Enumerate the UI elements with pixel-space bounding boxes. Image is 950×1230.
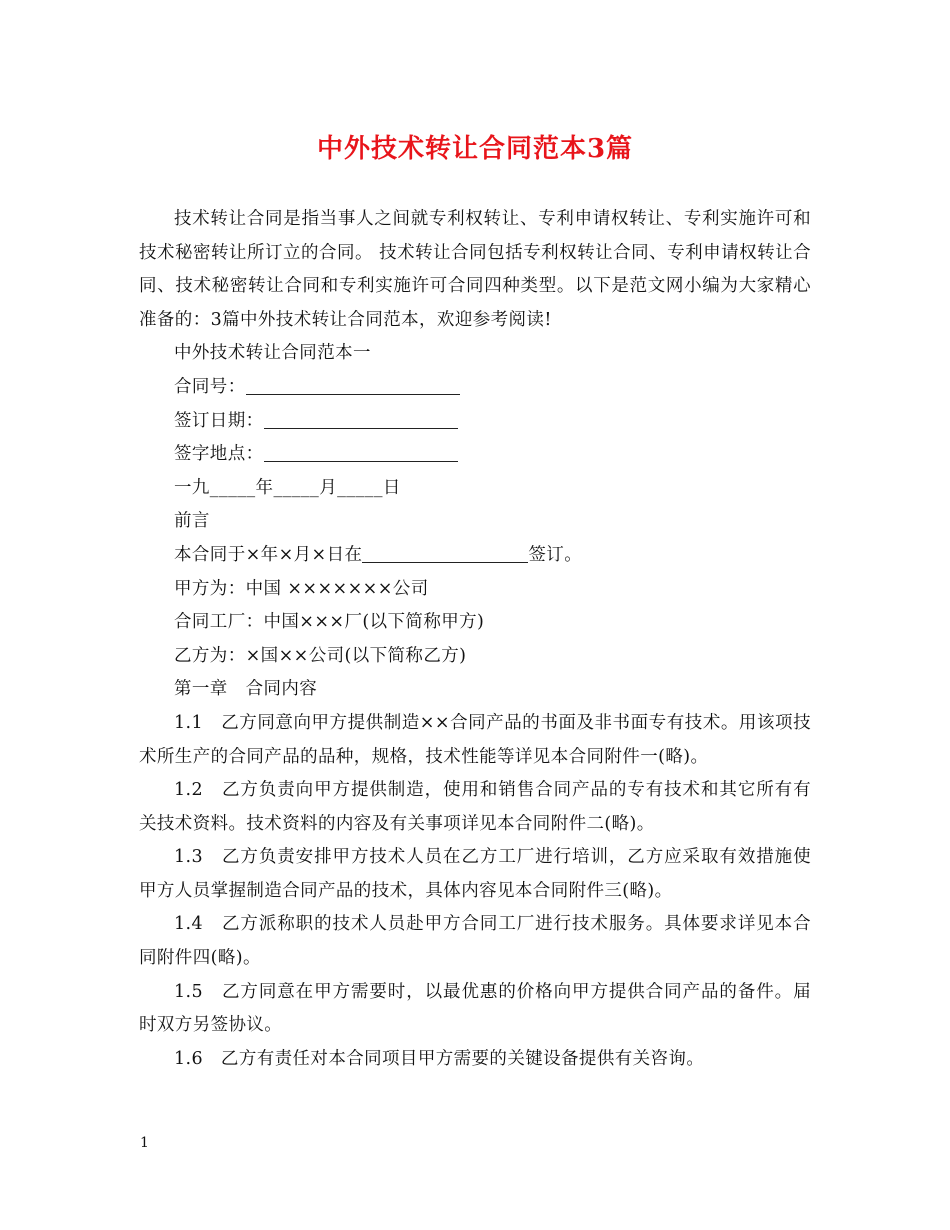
contract-number-blank <box>246 374 460 395</box>
sign-place-blank <box>264 441 458 462</box>
clause-paragraph: 1.2 乙方负责向甲方提供制造，使用和销售合同产品的专有技术和其它所有有关技术资料。技术资料的内容及有关事项详见本合同附件二(略)。 <box>139 780 811 834</box>
sign-date-label: 签订日期： <box>174 410 264 431</box>
preface-heading: 前言 <box>174 511 210 532</box>
date-line: 一九_____年_____月_____日 <box>174 477 401 498</box>
factory-line: 合同工厂：中国×××厂(以下简称甲方) <box>174 612 485 633</box>
page-number: 1 <box>140 1135 149 1151</box>
sign-place-label: 签字地点： <box>174 444 264 465</box>
signed-at-line <box>139 539 811 573</box>
chapter-one-heading: 第一章 合同内容 <box>174 679 318 700</box>
clause-paragraph: 1.6 乙方有责任对本合同项目甲方需要的关键设备提供有关咨询。 <box>174 1048 705 1069</box>
signed-at-prefix: 本合同于×年×月×日在 <box>174 544 363 565</box>
clause-paragraph: 1.5 乙方同意在甲方需要时，以最优惠的价格向甲方提供合同产品的备件。届时双方另签协议。 <box>139 981 811 1036</box>
sign-place-line <box>139 438 811 472</box>
clause-paragraph: 1.4 乙方派称职的技术人员赴甲方合同工厂进行技术服务。具体要求详见本合同附件四(略)。 <box>139 914 811 969</box>
party-a-line: 甲方为：中国 ×××××××公司 <box>174 578 429 599</box>
signed-at-suffix: 签订。 <box>528 544 583 565</box>
section-heading: 中外技术转让合同范本一 <box>174 343 371 364</box>
clause-paragraph: 1.3 乙方负责安排甲方技术人员在乙方工厂进行培训，乙方应采取有效措施使甲方人员掌握制造合同产品的技术，具体内容见本合同附件三(略)。 <box>139 847 811 901</box>
sign-date-line <box>139 405 811 439</box>
document-title: 中外技术转让合同范本3篇 <box>316 134 634 164</box>
document-body <box>139 203 811 1076</box>
sign-date-blank <box>264 408 458 429</box>
signed-at-blank <box>362 542 528 563</box>
intro-paragraph: 技术转让合同是指当事人之间就专利权转让、专利申请权转让、专利实施许可和技术秘密转让所订立的合同。 技术转让合同包括专利权转让合同、专利申请权转让合同、技术秘密转让合同和专利实施许可合同四种类型。以下是范文网小编为大家精心准备的：3篇中外技术转让合同范本，欢迎参考阅读! <box>139 209 811 330</box>
contract-number-line <box>139 371 811 405</box>
party-b-line: 乙方为：×国××公司(以下简称乙方) <box>174 645 467 666</box>
clause-paragraph: 1.1 乙方同意向甲方提供制造××合同产品的书面及非书面专有技术。用该项技术所生产的合同产品的品种，规格，技术性能等详见本合同附件一(略)。 <box>139 712 811 767</box>
contract-number-label: 合同号： <box>174 376 246 397</box>
